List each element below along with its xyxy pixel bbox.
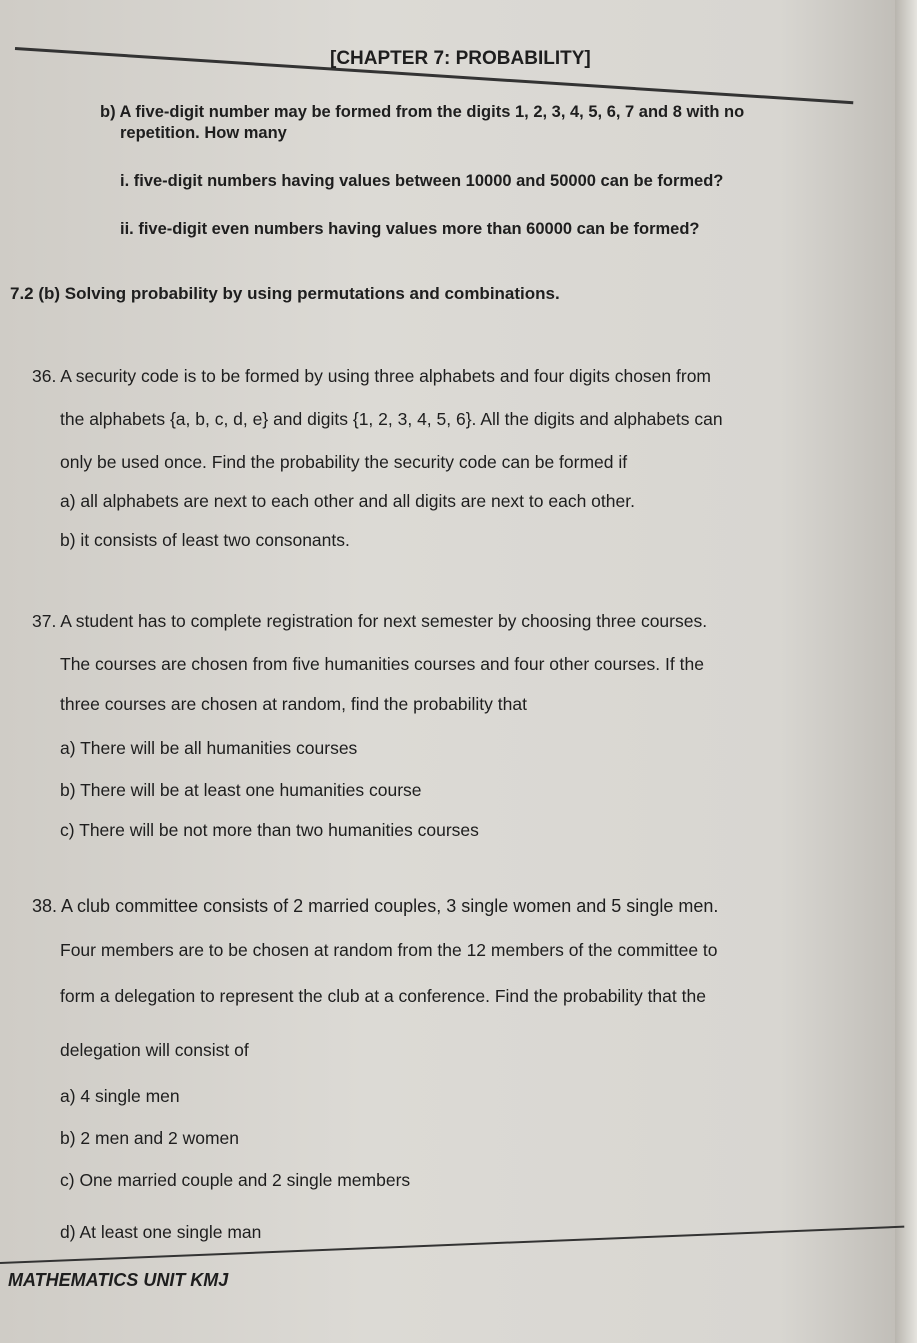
q37-part: a) There will be all humanities courses (60, 738, 358, 758)
q36-line: 36. A security code is to be formed by using three alphabets and four digits chosen from (32, 366, 712, 386)
page-edge (895, 0, 917, 1343)
q38-line: delegation will consist of (60, 1040, 249, 1060)
q38-part: c) One married couple and 2 single members (60, 1170, 411, 1190)
q36-line: only be used once. Find the probability the security code can be formed if (60, 452, 628, 472)
q37-line: three courses are chosen at random, find the probability that (60, 694, 527, 714)
q37-line: The courses are chosen from five humanities courses and four other courses. If the (60, 654, 704, 674)
q38-part: a) 4 single men (60, 1086, 180, 1106)
q37-part: c) There will be not more than two humanities courses (60, 820, 479, 840)
q38-part: b) 2 men and 2 women (60, 1128, 239, 1148)
chapter-title: [CHAPTER 7: PROBABILITY] (330, 48, 591, 69)
footer-text: MATHEMATICS UNIT KMJ (8, 1270, 229, 1290)
section-heading: 7.2 (b) Solving probability by using permutations and combinations. (10, 284, 560, 303)
q37-line: 37. A student has to complete registration for next semester by choosing three courses. (32, 611, 708, 631)
question-b-part-i: i. five-digit numbers having values between 10000 and 50000 can be formed? (120, 172, 724, 190)
q38-line: form a delegation to represent the club at a conference. Find the probability that the (60, 986, 706, 1006)
q38-line: 38. A club committee consists of 2 married couples, 3 single women and 5 single men. (32, 896, 719, 916)
question-b-intro2: repetition. How many (120, 124, 287, 142)
question-b-intro: b) A five-digit number may be formed from the digits 1, 2, 3, 4, 5, 6, 7 and 8 with no (100, 103, 745, 121)
q37-part: b) There will be at least one humanities course (60, 780, 422, 800)
q36-line: the alphabets {a, b, c, d, e} and digits {1, 2, 3, 4, 5, 6}. All the digits and alphabets can (60, 409, 723, 429)
q38-part: d) At least one single man (60, 1222, 262, 1242)
q36-part: a) all alphabets are next to each other and all digits are next to each other. (60, 491, 635, 511)
question-b-part-ii: ii. five-digit even numbers having values more than 60000 can be formed? (120, 220, 700, 238)
q36-part: b) it consists of least two consonants. (60, 530, 350, 550)
q38-line: Four members are to be chosen at random from the 12 members of the committee to (60, 940, 718, 960)
